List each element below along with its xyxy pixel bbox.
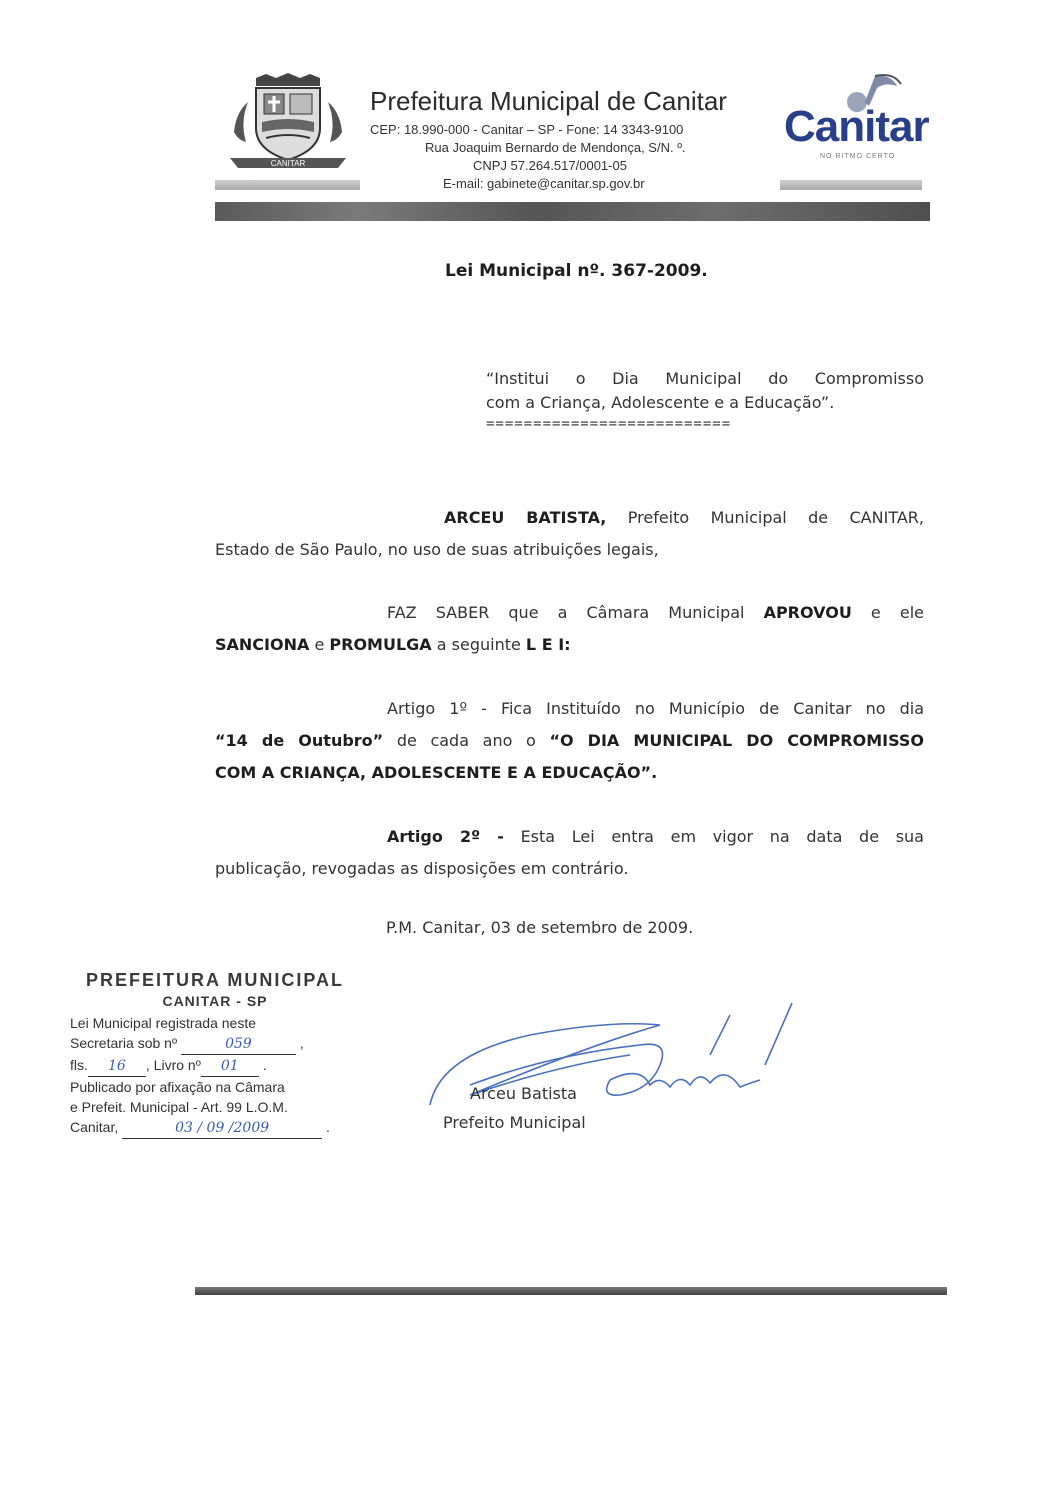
enactment-line-1 [215, 597, 924, 629]
article-1 [215, 693, 924, 789]
article-1-line-3 [215, 757, 924, 789]
law-title: Lei Municipal nº. 367-2009. [445, 261, 708, 281]
enactment-ele: e ele [851, 603, 924, 622]
signatory-name: Arceu Batista [470, 1084, 577, 1103]
preamble-line-1 [215, 502, 924, 534]
stamp-date: 03 / 09 /2009 [122, 1118, 322, 1139]
coat-label: CANITAR [270, 159, 306, 168]
enactment-text: FAZ SABER que a Câmara Municipal [387, 603, 764, 622]
stamp-line-1: Lei Municipal registrada neste [70, 1015, 256, 1031]
article-1-text: de cada ano o [383, 731, 550, 750]
law-ementa [486, 367, 924, 415]
mayor-name: ARCEU BATISTA, [444, 508, 607, 527]
registration-stamp [70, 970, 360, 1139]
handwritten-signature [410, 995, 810, 1125]
ementa-rule: ========================== [486, 416, 732, 432]
header-address-line-1: CEP: 18.990-000 - Canitar – SP - Fone: 14 3343-9100 [370, 122, 684, 137]
stamp-secretaria-label: Secretaria sob nº [70, 1035, 178, 1051]
header-banner [215, 202, 930, 221]
stamp-subtitle: CANITAR - SP [162, 993, 268, 1009]
stamp-canitar-label: Canitar, [70, 1119, 119, 1135]
logo-text: Canitar [784, 102, 929, 151]
header-address-line-2: Rua Joaquim Bernardo de Mendonça, S/N. º. [425, 140, 686, 155]
stamp-title: PREFEITURA MUNICIPAL [86, 970, 344, 990]
signing-date: P.M. Canitar, 03 de setembro de 2009. [386, 918, 694, 937]
canitar-logo [780, 72, 930, 167]
stamp-line-5: e Prefeit. Municipal - Art. 99 L.O.M. [70, 1099, 288, 1115]
article-1-day-name-cont: COM A CRIANÇA, ADOLESCENTE E A EDUCAÇÃO”. [215, 763, 658, 782]
stamp-registry-number: 059 [181, 1034, 296, 1055]
stamp-line-6: Canitar, 03 / 09 /2009 . [70, 1117, 360, 1139]
article-2-line-2: publicação, revogadas as disposições em contrário. [215, 859, 629, 878]
stamp-line-3: fls. 16 , Livro nº 01 . [70, 1055, 360, 1077]
article-1-date: “14 de Outubro” [215, 731, 384, 750]
header-gray-bar-right [780, 180, 922, 190]
ementa-line-1: “Institui o Dia Municipal do Compromisso [486, 369, 924, 388]
stamp-line-2: Secretaria sob nº 059 , [70, 1033, 360, 1055]
stamp-livro-label: , Livro nº [145, 1057, 201, 1073]
coat-of-arms-icon [226, 72, 350, 176]
header-email: E-mail: gabinete@canitar.sp.gov.br [443, 176, 645, 191]
enactment-line-2 [215, 629, 924, 661]
enactment-promulga: PROMULGA [329, 635, 432, 654]
enactment-sanciona: SANCIONA [215, 635, 310, 654]
stamp-fls-label: fls. [70, 1057, 88, 1073]
footer-bar [195, 1287, 947, 1295]
article-2-text: Esta Lei entra em vigor na data de sua [503, 827, 924, 846]
stamp-livro-number: 01 [201, 1056, 259, 1077]
header-gray-bar-left [215, 180, 360, 190]
enactment-e: e [309, 635, 330, 654]
header-cnpj: CNPJ 57.264.517/0001-05 [473, 158, 627, 173]
article-1-line-1: Artigo 1º - Fica Instituído no Município de Canitar no dia [387, 699, 924, 718]
stamp-line-4: Publicado por afixação na Câmara [70, 1079, 285, 1095]
preamble-rest: Prefeito Municipal de CANITAR, [606, 508, 924, 527]
article-1-line-2 [215, 725, 924, 757]
article-2-line-1 [215, 821, 924, 853]
article-1-day-name: “O DIA MUNICIPAL DO COMPROMISSO [549, 731, 925, 750]
stamp-fls-number: 16 [88, 1056, 146, 1077]
org-name: Prefeitura Municipal de Canitar [370, 86, 727, 116]
enactment-aprovou: APROVOU [763, 603, 852, 622]
enactment-lei: L E I: [525, 635, 571, 654]
ementa-line-2: com a Criança, Adolescente e a Educação”. [486, 393, 835, 412]
logo-tagline: NO RITMO CERTO [820, 153, 896, 160]
enactment-seguinte: a seguinte [431, 635, 526, 654]
paragraph-enactment [215, 597, 924, 661]
article-2 [215, 821, 924, 885]
signatory-role: Prefeito Municipal [443, 1113, 586, 1132]
preamble-line-2: Estado de São Paulo, no uso de suas atribuições legais, [215, 540, 659, 559]
article-2-label: Artigo 2º - [387, 827, 504, 846]
paragraph-preamble [215, 502, 924, 566]
